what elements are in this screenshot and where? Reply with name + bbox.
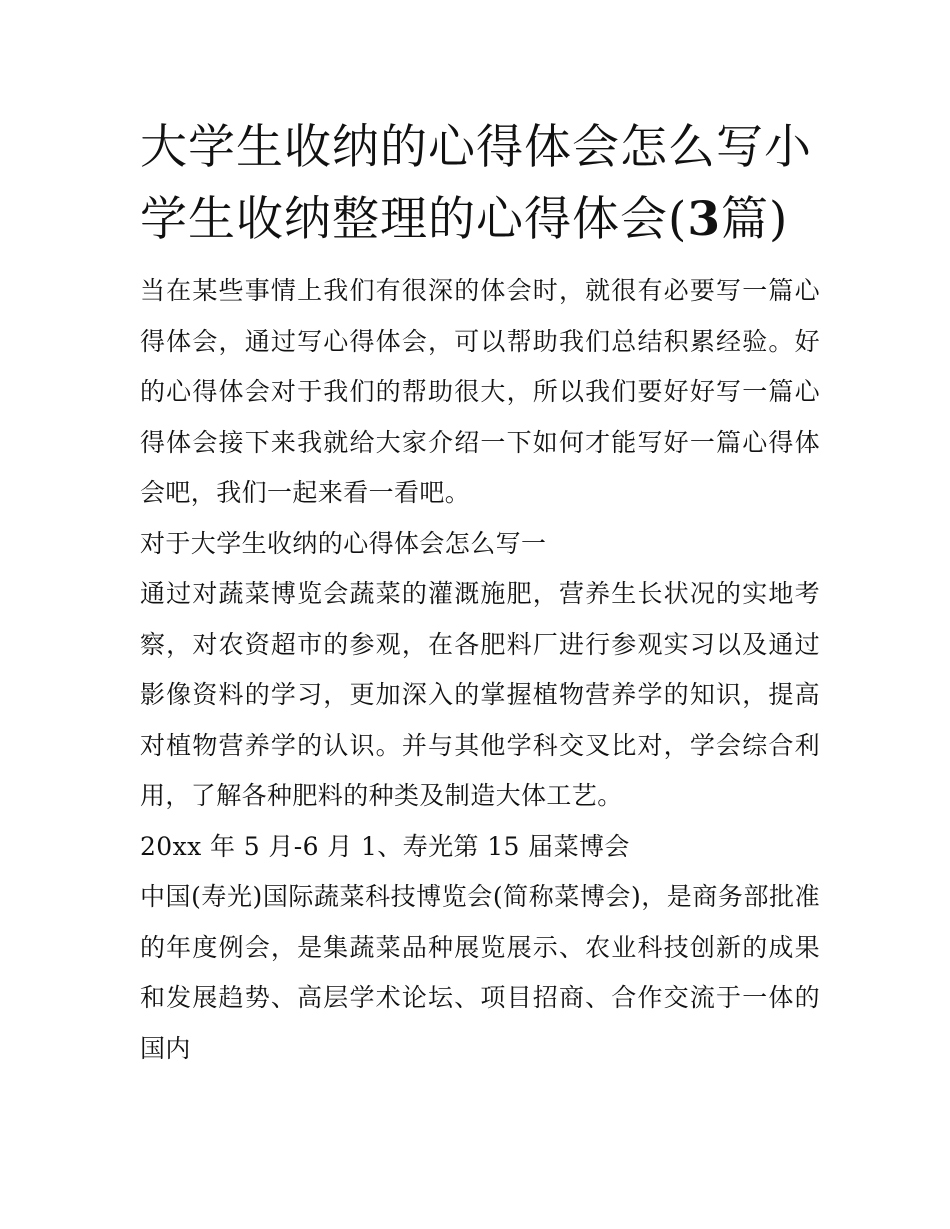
title-count: 3 [687, 192, 722, 247]
section-body-paragraph: 通过对蔬菜博览会蔬菜的灌溉施肥，营养生长状况的实地考察，对农资超市的参观，在各肥料厂进行参观实习以及通过影像资料的学习，更加深入的掌握植物营养学的知识，提高对植物营养学的认识。并与其他学科交叉比对，学会综合利用，了解各种肥料的种类及制造大体工艺。 [140, 579, 820, 810]
intro-paragraph: 当在某些事情上我们有很深的体会时，就很有必要写一篇心得体会，通过写心得体会，可以帮助我们总结积累经验。好的心得体会对于我们的帮助很大，所以我们要好好写一篇心得体会接下来我就给大家介绍一下如何才能写好一篇心得体会吧，我们一起来看一看吧。 [140, 276, 820, 507]
section-heading: 对于大学生收纳的心得体会怎么写一 [140, 528, 547, 558]
title-text-part2: 篇) [721, 192, 789, 247]
title-text-part1: 大学生收纳的心得体会怎么写小学生收纳整理的心得体会( [140, 120, 812, 247]
expo-paragraph: 中国(寿光)国际蔬菜科技博览会(简称菜博会)，是商务部批准的年度例会，是集蔬菜品种展览展示、农业科技创新的成果和发展趋势、高层学术论坛、项目招商、合作交流于一体的国内 [140, 882, 820, 1063]
document-page [140, 112, 820, 1074]
date-line: 20xx 年 5 月-6 月 1、寿光第 15 届菜博会 [140, 831, 630, 861]
document-title [140, 112, 820, 256]
